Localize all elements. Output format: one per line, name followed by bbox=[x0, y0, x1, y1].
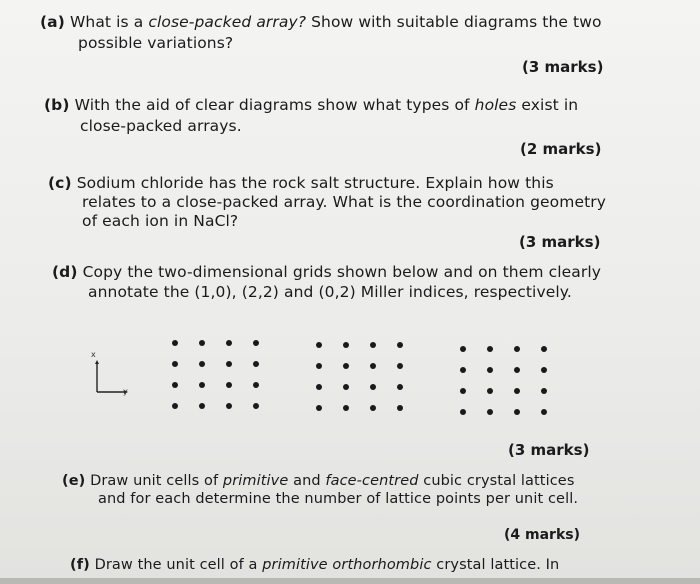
lattice-dot bbox=[226, 382, 232, 388]
lattice-dot bbox=[487, 346, 493, 352]
question-c-marks: (3 marks) bbox=[519, 233, 601, 251]
y-axis-label: y bbox=[123, 387, 128, 396]
lattice-dot bbox=[316, 342, 322, 348]
lattice-dot bbox=[199, 361, 205, 367]
dot-grid-2 bbox=[316, 342, 412, 426]
lattice-dot bbox=[172, 382, 178, 388]
lattice-dot bbox=[199, 382, 205, 388]
lattice-dot bbox=[460, 409, 466, 415]
lattice-dot bbox=[316, 363, 322, 369]
lattice-dot bbox=[253, 403, 259, 409]
lattice-dot bbox=[343, 363, 349, 369]
lattice-dot bbox=[370, 405, 376, 411]
lattice-dot bbox=[172, 403, 178, 409]
question-a-line2: possible variations? bbox=[78, 34, 234, 52]
lattice-dot bbox=[514, 346, 520, 352]
question-f-label: (f) bbox=[70, 557, 90, 573]
x-axis-label: x bbox=[91, 350, 96, 359]
lattice-dot bbox=[460, 367, 466, 373]
lattice-dot bbox=[397, 384, 403, 390]
lattice-dot bbox=[370, 363, 376, 369]
lattice-dot bbox=[199, 340, 205, 346]
lattice-dot bbox=[343, 342, 349, 348]
lattice-dot bbox=[514, 367, 520, 373]
lattice-dot bbox=[370, 384, 376, 390]
lattice-dot bbox=[460, 346, 466, 352]
lattice-dot bbox=[226, 403, 232, 409]
lattice-dot bbox=[316, 384, 322, 390]
axes-sketch bbox=[86, 350, 136, 400]
question-e-label: (e) bbox=[62, 473, 86, 489]
lattice-dot bbox=[397, 405, 403, 411]
lattice-dot bbox=[397, 363, 403, 369]
lattice-dot bbox=[370, 342, 376, 348]
question-d-label: (d) bbox=[52, 263, 78, 281]
lattice-dot bbox=[172, 340, 178, 346]
question-a-marks: (3 marks) bbox=[522, 58, 604, 76]
question-e-line1: (e) Draw unit cells of primitive and face-centred cubic crystal lattices bbox=[62, 473, 575, 489]
question-e-marks: (4 marks) bbox=[504, 527, 580, 543]
lattice-dot bbox=[316, 405, 322, 411]
question-a-label: (a) bbox=[40, 13, 65, 31]
lattice-dot bbox=[226, 340, 232, 346]
question-d-marks: (3 marks) bbox=[508, 441, 590, 459]
lattice-dot bbox=[541, 409, 547, 415]
lattice-dot bbox=[172, 361, 178, 367]
question-b-label: (b) bbox=[44, 96, 70, 114]
question-d-line1: (d) Copy the two-dimensional grids shown below and on them clearly bbox=[52, 263, 601, 281]
question-b-line1: (b) With the aid of clear diagrams show what types of holes exist in bbox=[44, 96, 579, 114]
lattice-dot bbox=[487, 388, 493, 394]
lattice-dot bbox=[541, 346, 547, 352]
question-d-line2: annotate the (1,0), (2,2) and (0,2) Miller indices, respectively. bbox=[88, 283, 572, 301]
lattice-dot bbox=[343, 405, 349, 411]
question-b-line2: close-packed arrays. bbox=[80, 117, 242, 135]
lattice-dot bbox=[253, 361, 259, 367]
lattice-dot bbox=[253, 382, 259, 388]
axes-arrows bbox=[86, 350, 136, 400]
dot-grid-1 bbox=[172, 340, 268, 424]
question-b-marks: (2 marks) bbox=[520, 140, 602, 158]
question-c-line3: of each ion in NaCl? bbox=[82, 212, 239, 230]
question-f-line1: (f) Draw the unit cell of a primitive orthorhombic crystal lattice. In bbox=[70, 557, 560, 573]
lattice-dot bbox=[487, 409, 493, 415]
lattice-dot bbox=[514, 388, 520, 394]
lattice-dot bbox=[226, 361, 232, 367]
lattice-dot bbox=[199, 403, 205, 409]
lattice-dot bbox=[487, 367, 493, 373]
lattice-dot bbox=[541, 367, 547, 373]
page-bottom-edge bbox=[0, 578, 700, 584]
lattice-dot bbox=[541, 388, 547, 394]
lattice-dot bbox=[343, 384, 349, 390]
lattice-dot bbox=[460, 388, 466, 394]
question-c-line1: (c) Sodium chloride has the rock salt structure. Explain how this bbox=[48, 174, 554, 192]
lattice-dot bbox=[514, 409, 520, 415]
question-c-label: (c) bbox=[48, 174, 72, 192]
lattice-dot bbox=[397, 342, 403, 348]
lattice-dot bbox=[253, 340, 259, 346]
question-e-line2: and for each determine the number of lattice points per unit cell. bbox=[98, 491, 579, 507]
question-c-line2: relates to a close-packed array. What is the coordination geometry bbox=[82, 193, 607, 211]
question-a-line1: (a) What is a close-packed array? Show with suitable diagrams the two bbox=[40, 13, 602, 31]
dot-grid-3 bbox=[460, 346, 556, 430]
